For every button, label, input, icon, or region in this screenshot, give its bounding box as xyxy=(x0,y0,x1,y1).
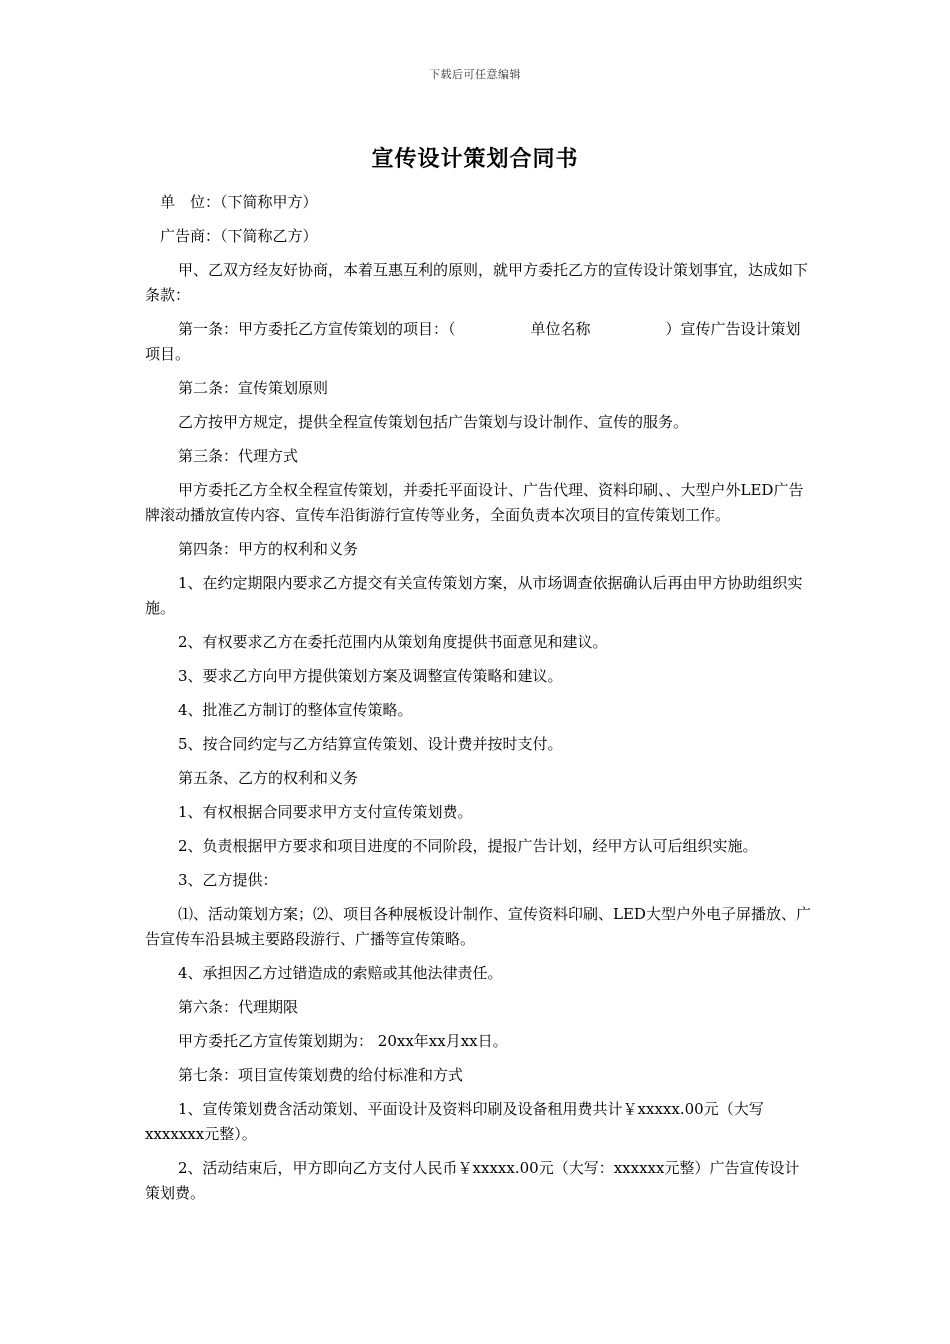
article-3-heading: 第三条：代理方式 xyxy=(178,447,299,465)
article-2-heading: 第二条：宣传策划原则 xyxy=(178,379,329,397)
article-4-item-5: 5、按合同约定与乙方结算宣传策划、设计费并按时支付。 xyxy=(178,735,563,753)
document-title: 宣传设计策划合同书 xyxy=(371,146,579,172)
article-7-item-1: 1、宣传策划费含活动策划、平面设计及资料印刷及设备租用费共计￥xxxxx.00元（大写xxxxxxx元整）。 xyxy=(145,1100,764,1143)
article-5-item-3-detail: ⑴、活动策划方案；⑵、项目各种展板设计制作、宣传资料印刷、LED大型户外电子屏播放、广告宣传车沿县城主要路段游行、广播等宣传策略。 xyxy=(145,905,811,948)
article-6-heading: 第六条：代理期限 xyxy=(178,998,299,1016)
article-5-item-1: 1、有权根据合同要求甲方支付宣传策划费。 xyxy=(178,803,473,821)
party-a-line: 单 位：（下简称甲方） xyxy=(160,193,318,211)
document-body xyxy=(145,190,813,1215)
article-1: 第一条：甲方委托乙方宣传策划的项目：（ 单位名称 ）宣传广告设计策划项目。 xyxy=(145,320,801,363)
article-2-body: 乙方按甲方规定，提供全程宣传策划包括广告策划与设计制作、宣传的服务。 xyxy=(178,413,689,431)
article-5-item-2: 2、负责根据甲方要求和项目进度的不同阶段，提报广告计划，经甲方认可后组织实施。 xyxy=(178,837,758,855)
header-note: 下载后可任意编辑 xyxy=(429,68,521,81)
party-b-line: 广告商：（下简称乙方） xyxy=(160,227,318,245)
article-4-item-1: 1、在约定期限内要求乙方提交有关宣传策划方案，从市场调查依据确认后再由甲方协助组织实施。 xyxy=(145,574,803,617)
article-3-body: 甲方委托乙方全权全程宣传策划，并委托平面设计、广告代理、资料印刷、、大型户外LED广告牌滚动播放宣传内容、宣传车沿街游行宣传等业务，全面负责本次项目的宣传策划工作。 xyxy=(145,481,804,524)
article-4-item-4: 4、批准乙方制订的整体宣传策略。 xyxy=(178,701,413,719)
article-6-body: 甲方委托乙方宣传策划期为： 20xx年xx月xx日。 xyxy=(178,1032,508,1050)
article-7-item-2: 2、活动结束后，甲方即向乙方支付人民币￥xxxxx.00元（大写：xxxxxx元整）广告宣传设计策划费。 xyxy=(145,1159,800,1202)
article-5-heading: 第五条、乙方的权利和义务 xyxy=(178,769,359,787)
article-5-item-3: 3、乙方提供： xyxy=(178,871,278,889)
preamble-paragraph: 甲、乙双方经友好协商，本着互惠互利的原则，就甲方委托乙方的宣传设计策划事宜，达成如下条款： xyxy=(145,261,809,304)
article-4-item-2: 2、有权要求乙方在委托范围内从策划角度提供书面意见和建议。 xyxy=(178,633,608,651)
article-4-item-3: 3、要求乙方向甲方提供策划方案及调整宣传策略和建议。 xyxy=(178,667,563,685)
article-5-item-4: 4、承担因乙方过错造成的索赔或其他法律责任。 xyxy=(178,964,503,982)
article-7-heading: 第七条：项目宣传策划费的给付标准和方式 xyxy=(178,1066,464,1084)
article-4-heading: 第四条：甲方的权利和义务 xyxy=(178,540,359,558)
